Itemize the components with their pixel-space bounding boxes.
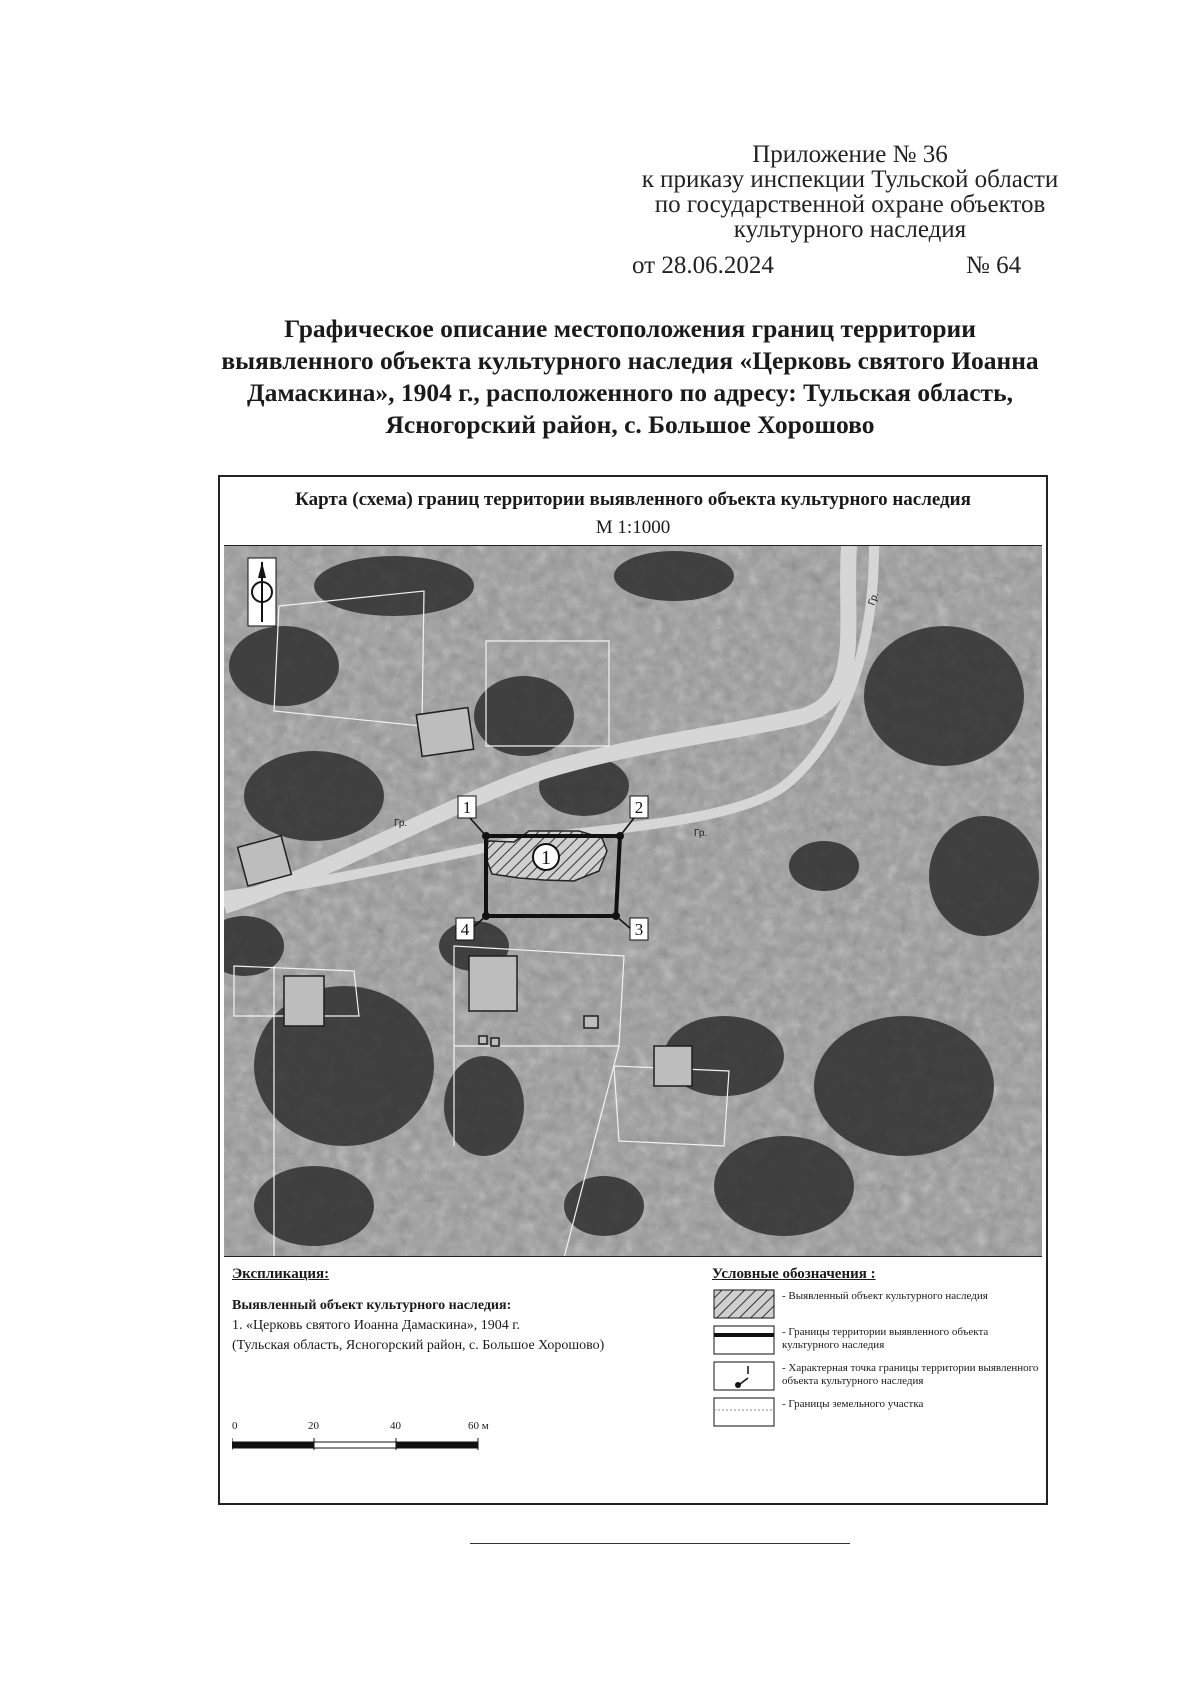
explication-title: Экспликация: <box>232 1266 330 1282</box>
legend-text-point: - Характерная точка границы территории выявленного объекта культурного наследия <box>782 1362 1039 1387</box>
scale-label-20: 20 <box>308 1420 319 1432</box>
explication-address: (Тульская область, Ясногорский район, с. Большое Хорошово) <box>232 1338 605 1353</box>
map-header <box>220 477 1046 545</box>
explication-subtitle: Выявленный объект культурного наследия: <box>232 1298 512 1313</box>
aerial-map-svg <box>224 546 1042 1257</box>
legend-row-land-plot <box>712 1396 1042 1430</box>
legend-row-point <box>712 1360 1042 1394</box>
road-label-1: Гр. <box>394 818 408 829</box>
boundary-point-icon <box>712 1360 776 1392</box>
point-number-1: 1 <box>462 798 472 817</box>
north-arrow-icon <box>248 558 276 626</box>
map-frame <box>218 475 1048 1505</box>
object-number: 1 <box>541 847 551 869</box>
point-label-4 <box>456 918 474 940</box>
appendix-number: Приложение № 36 <box>752 141 948 168</box>
legend-text-land-plot: - Границы земельного участка <box>782 1398 924 1410</box>
appendix-authority-end: культурного наследия <box>733 216 967 243</box>
legend-row-object <box>712 1288 1042 1322</box>
aerial-map <box>224 545 1042 1257</box>
land-plot-border-icon <box>712 1396 776 1428</box>
point-number-3: 3 <box>634 920 644 939</box>
title-line-4: Ясногорский район, с. Большое Хорошово <box>385 410 875 439</box>
point-number-2: 2 <box>634 798 644 817</box>
legend-title: Условные обозначения : <box>712 1266 876 1282</box>
legend-text-territory: - Границы территории выявленного объекта культурного наследия <box>782 1326 989 1351</box>
document-title <box>150 313 1110 441</box>
scale-label-40: 40 <box>390 1420 401 1432</box>
point-number-4: 4 <box>460 920 470 939</box>
title-line-2: выявленного объекта культурного наследия «Церковь святого Иоанна <box>221 346 1039 375</box>
map-heading: Карта (схема) границ территории выявленного объекта культурного наследия <box>295 489 971 510</box>
appendix-block <box>590 142 1110 242</box>
map-scale: М 1:1000 <box>595 517 671 538</box>
legend-zone <box>220 1260 1046 1505</box>
point-label-2 <box>630 796 648 818</box>
title-line-1: Графическое описание местоположения границ территории <box>284 314 976 343</box>
scale-label-0: 0 <box>232 1420 238 1432</box>
order-date-number <box>0 252 1200 282</box>
signature-line <box>470 1543 850 1544</box>
scale-bar-graphic <box>232 1436 492 1458</box>
road-label-2: Гр. <box>694 828 708 839</box>
legend-text-object: - Выявленный объект культурного наследия <box>782 1290 988 1302</box>
appendix-authority: по государственной охране объектов <box>654 191 1046 218</box>
legend-row-territory <box>712 1324 1042 1358</box>
explication-item: 1. «Церковь святого Иоанна Дамаскина», 1904 г. <box>232 1318 520 1333</box>
point-label-3 <box>630 918 648 940</box>
scale-label-60: 60 м <box>468 1420 489 1432</box>
point-label-1 <box>458 796 476 818</box>
appendix-order-ref: к приказу инспекции Тульской области <box>641 166 1059 193</box>
hatched-area-icon <box>712 1288 776 1320</box>
scale-bar <box>232 1420 492 1460</box>
road-label-3: Гр. <box>866 590 882 608</box>
title-line-3: Дамаскина», 1904 г., расположенного по адресу: Тульская область, <box>247 378 1013 407</box>
order-number: № 64 <box>966 252 1022 279</box>
thick-border-icon <box>712 1324 776 1356</box>
order-date: от 28.06.2024 <box>632 252 774 279</box>
